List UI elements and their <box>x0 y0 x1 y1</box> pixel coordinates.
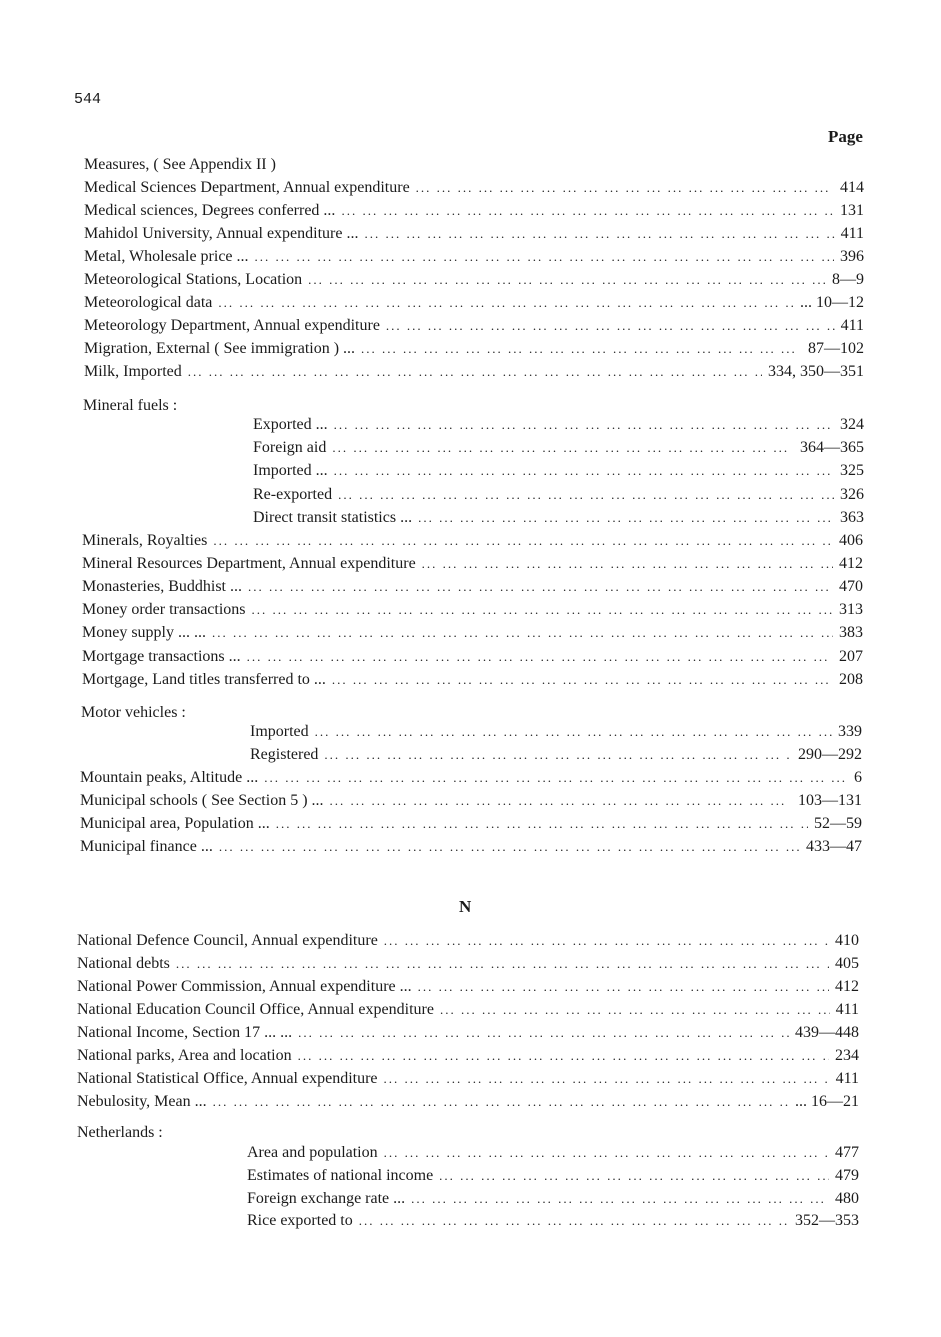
entry-page: 208 <box>839 671 863 688</box>
index-entry <box>80 767 862 789</box>
dot-leader <box>212 622 833 644</box>
index-subentry <box>250 721 862 743</box>
index-entry <box>77 930 859 952</box>
entry-label: Municipal finance ... <box>80 838 213 855</box>
group-heading-motor-vehicles: Motor vehicles : <box>81 704 186 721</box>
entry-label: National debts <box>77 955 170 972</box>
entry-page: 352—353 <box>795 1212 859 1229</box>
entry-page: 334, 350—351 <box>768 363 864 380</box>
entry-label: Rice exported to <box>247 1212 353 1229</box>
entry-label: National parks, Area and location <box>77 1047 292 1064</box>
entry-label: Area and population <box>247 1144 378 1161</box>
entry-label: Meteorology Department, Annual expenditure <box>84 317 380 334</box>
dot-leader <box>332 669 833 691</box>
entry-label: Money order transactions <box>82 601 246 618</box>
entry-label: Municipal schools ( See Section 5 ) ... <box>80 792 324 809</box>
entry-page: ... 10—12 <box>800 294 864 311</box>
dot-leader <box>439 1165 829 1187</box>
dot-leader <box>364 223 834 245</box>
dot-leader <box>440 999 830 1021</box>
dot-leader <box>384 930 829 952</box>
index-entry <box>84 315 864 337</box>
entry-label: Imported <box>250 723 309 740</box>
dot-leader <box>255 246 834 268</box>
index-entry <box>77 1022 859 1044</box>
entry-page: 411 <box>840 225 864 242</box>
index-entry <box>77 1091 859 1113</box>
entry-page: 383 <box>839 624 863 641</box>
index-entry <box>82 599 863 621</box>
entry-label: Mahidol University, Annual expenditure ... <box>84 225 359 242</box>
index-entry <box>82 576 863 598</box>
index-subentry <box>253 414 864 436</box>
entry-page: 480 <box>835 1190 859 1207</box>
entry-label: National Statistical Office, Annual expenditure <box>77 1070 378 1087</box>
entry-label: Mineral Resources Department, Annual expenditure <box>82 555 416 572</box>
entry-label: National Power Commission, Annual expenditure ... <box>77 978 412 995</box>
entry-page: 363 <box>840 509 864 526</box>
entry-label: Direct transit statistics ... <box>253 509 413 526</box>
index-entry <box>80 813 862 835</box>
index-entry <box>84 338 864 360</box>
group-heading-mineral-fuels: Mineral fuels : <box>83 397 178 414</box>
entry-label: Estimates of national income <box>247 1167 434 1184</box>
index-subentry <box>253 507 864 529</box>
dot-leader <box>386 315 835 337</box>
entry-page: 411 <box>835 1001 859 1018</box>
dot-leader <box>219 836 800 858</box>
entry-page: 364—365 <box>800 439 864 456</box>
entry-label: Imported ... <box>253 462 328 479</box>
dot-leader <box>176 953 829 975</box>
index-entry <box>80 836 862 858</box>
entry-page: 412 <box>839 555 863 572</box>
dot-leader <box>252 599 833 621</box>
entry-page: 207 <box>839 648 863 665</box>
dot-leader <box>218 292 794 314</box>
dot-leader <box>213 530 833 552</box>
entry-label: Exported ... <box>253 416 328 433</box>
entry-page: 439—448 <box>795 1024 859 1041</box>
entry-page: 325 <box>840 462 864 479</box>
entry-page: 339 <box>838 723 862 740</box>
entry-page: 8—9 <box>832 271 864 288</box>
entry-label: Municipal area, Population ... <box>80 815 270 832</box>
entry-page: 477 <box>835 1144 859 1161</box>
dot-leader <box>384 1068 830 1090</box>
dot-leader <box>361 338 802 360</box>
dot-leader <box>338 484 834 506</box>
entry-label: Meteorological Stations, Location <box>84 271 303 288</box>
index-subentry <box>253 460 864 482</box>
entry-label: National Defence Council, Annual expenditure <box>77 932 378 949</box>
entry-page: 406 <box>839 532 863 549</box>
index-entry <box>82 622 863 644</box>
entry-page: 414 <box>840 179 864 196</box>
entry-label: Mortgage transactions ... <box>82 648 241 665</box>
index-entry <box>84 292 864 314</box>
entry-page: 411 <box>835 1070 859 1087</box>
entry-label: Nebulosity, Mean ... <box>77 1093 207 1110</box>
entry-label: Milk, Imported <box>84 363 182 380</box>
index-entry <box>82 669 863 691</box>
index-entry <box>82 530 863 552</box>
index-entry <box>84 200 864 222</box>
entry-label: Monasteries, Buddhist ... <box>82 578 242 595</box>
entry-page: 479 <box>835 1167 859 1184</box>
dot-leader <box>248 576 833 598</box>
index-entry <box>84 269 864 291</box>
entry-page: 103—131 <box>798 792 862 809</box>
dot-leader <box>298 1045 829 1067</box>
dot-leader <box>247 646 833 668</box>
entry-label: Medical sciences, Degrees conferred ... <box>84 202 336 219</box>
entry-label: Migration, External ( See immigration ) ... <box>84 340 356 357</box>
dot-leader <box>384 1142 829 1164</box>
index-subentry <box>247 1210 859 1232</box>
dot-leader <box>334 460 834 482</box>
entry-page: 324 <box>840 416 864 433</box>
dot-leader <box>308 269 826 291</box>
index-entry <box>77 953 859 975</box>
entry-page: 234 <box>835 1047 859 1064</box>
index-entry <box>84 177 864 199</box>
dot-leader <box>334 414 834 436</box>
section-letter-n: N <box>459 897 472 916</box>
dot-leader <box>264 767 848 789</box>
entry-label: National Income, Section 17 ... ... <box>77 1024 293 1041</box>
entry-label: Meteorological data <box>84 294 213 311</box>
index-subentry <box>247 1165 859 1187</box>
dot-leader <box>416 177 834 199</box>
entry-label: Registered <box>250 746 319 763</box>
entry-label: Foreign aid <box>253 439 327 456</box>
dot-leader <box>276 813 808 835</box>
index-entry <box>77 999 859 1021</box>
dot-leader <box>315 721 832 743</box>
entry-page: 405 <box>835 955 859 972</box>
entry-page: 470 <box>839 578 863 595</box>
index-entry-measures: Measures, ( See Appendix II ) <box>84 156 276 173</box>
dot-leader <box>411 1188 829 1210</box>
index-subentry <box>253 437 864 459</box>
entry-page: 52—59 <box>814 815 862 832</box>
index-entry <box>77 1068 859 1090</box>
entry-label: Re-exported <box>253 486 333 503</box>
entry-page: 131 <box>840 202 864 219</box>
entry-page: 290—292 <box>798 746 862 763</box>
index-entry <box>77 1045 859 1067</box>
entry-label: Minerals, Royalties <box>82 532 208 549</box>
entry-label: Mortgage, Land titles transferred to ... <box>82 671 326 688</box>
index-entry <box>82 646 863 668</box>
dot-leader <box>359 1210 789 1232</box>
page-number: 544 <box>74 91 102 108</box>
index-subentry <box>247 1142 859 1164</box>
entry-page: 326 <box>840 486 864 503</box>
dot-leader <box>332 437 794 459</box>
dot-leader <box>330 790 792 812</box>
index-entry <box>84 223 864 245</box>
dot-leader <box>213 1091 789 1113</box>
dot-leader <box>298 1022 789 1044</box>
entry-page: 410 <box>835 932 859 949</box>
index-entry <box>77 976 859 998</box>
index-subentry <box>250 744 862 766</box>
entry-label: Foreign exchange rate ... <box>247 1190 406 1207</box>
index-subentry <box>247 1188 859 1210</box>
entry-page: 412 <box>835 978 859 995</box>
entry-page: ... 16—21 <box>795 1093 859 1110</box>
dot-leader <box>341 200 834 222</box>
group-heading-netherlands: Netherlands : <box>77 1124 163 1141</box>
entry-page: 313 <box>839 601 863 618</box>
entry-label: National Education Council Office, Annual expenditure <box>77 1001 434 1018</box>
entry-page: 396 <box>840 248 864 265</box>
entry-page: 87—102 <box>808 340 864 357</box>
index-entry <box>84 246 864 268</box>
entry-page: 411 <box>840 317 864 334</box>
index-entry <box>80 790 862 812</box>
page-column-header: Page <box>828 127 863 146</box>
index-subentry <box>253 484 864 506</box>
index-entry <box>84 361 864 383</box>
dot-leader <box>422 553 833 575</box>
entry-label: Medical Sciences Department, Annual expenditure <box>84 179 410 196</box>
dot-leader <box>324 744 792 766</box>
dot-leader <box>418 507 834 529</box>
entry-label: Mountain peaks, Altitude ... <box>80 769 259 786</box>
index-entry <box>82 553 863 575</box>
dot-leader <box>418 976 829 998</box>
dot-leader <box>188 361 762 383</box>
entry-label: Money supply ... ... <box>82 624 206 641</box>
entry-label: Metal, Wholesale price ... <box>84 248 249 265</box>
entry-page: 433—47 <box>806 838 862 855</box>
entry-page: 6 <box>854 769 862 786</box>
